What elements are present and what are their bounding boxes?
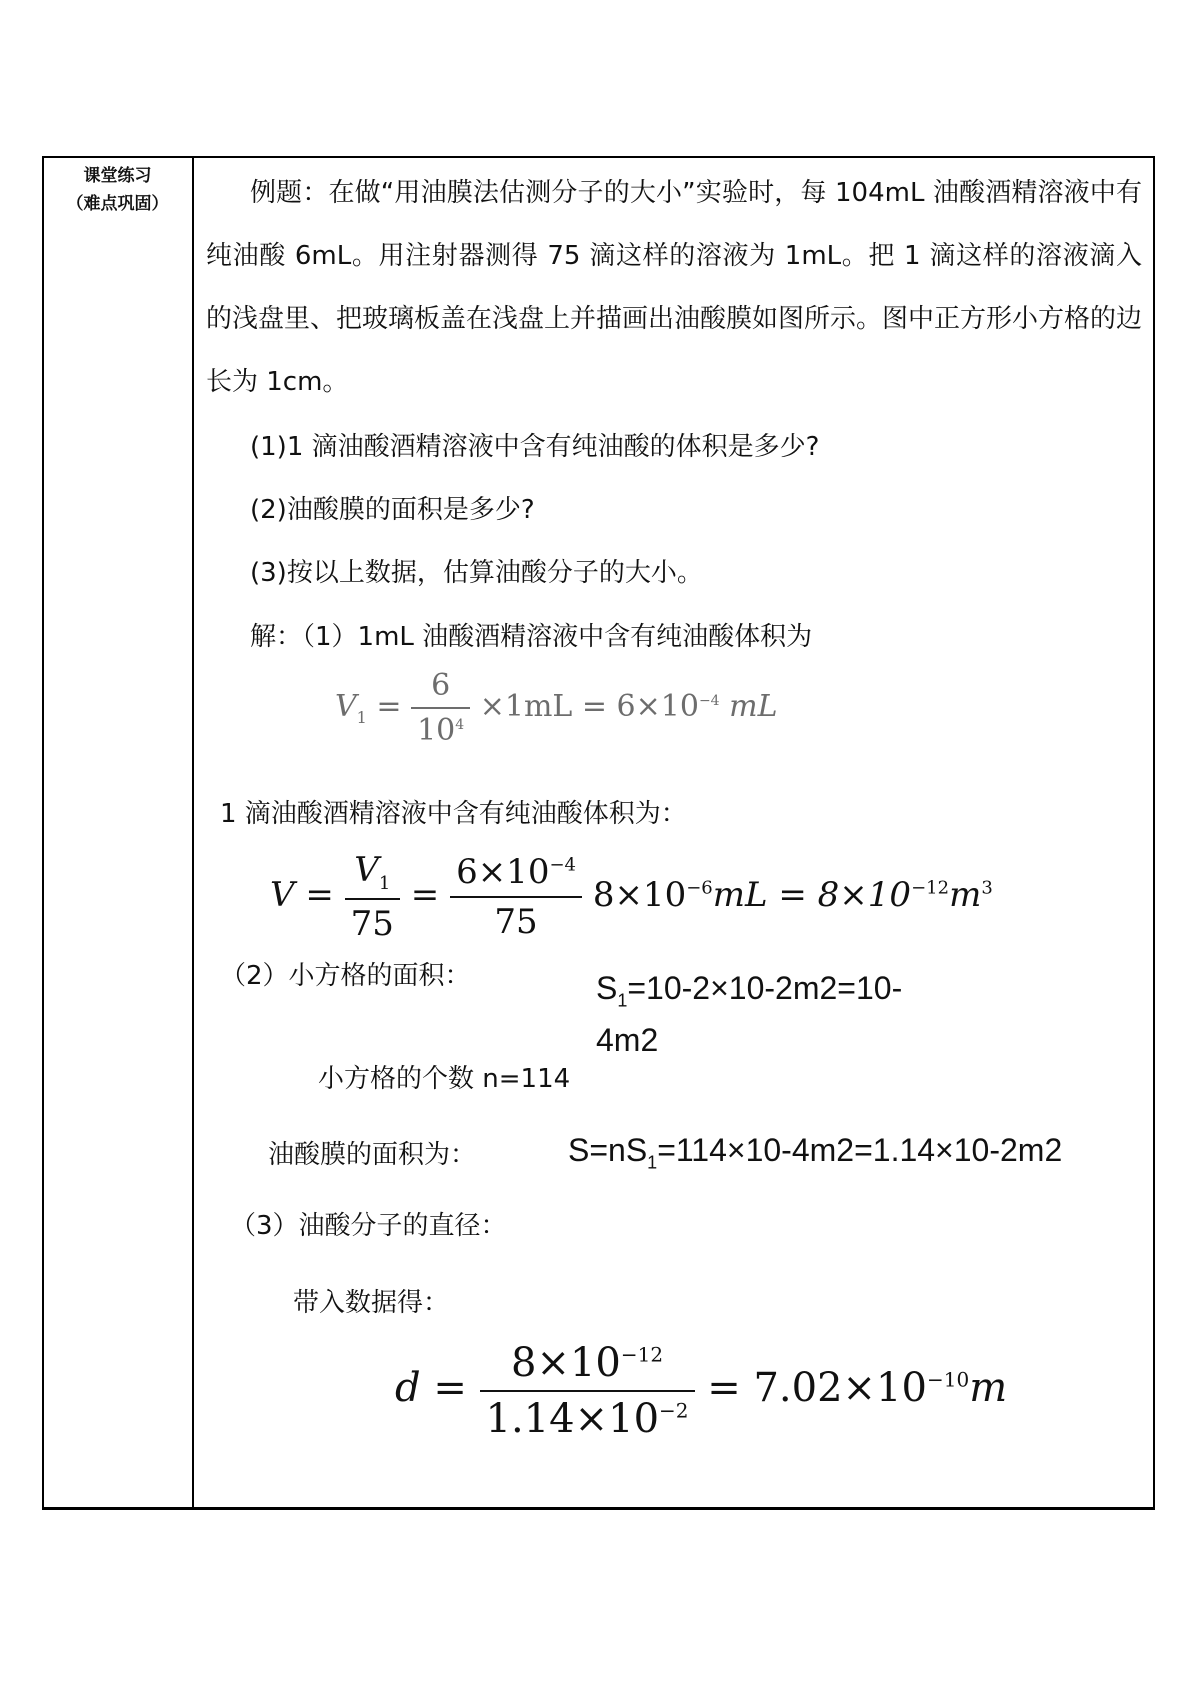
question-2: (2)油酸膜的面积是多少? (250, 495, 535, 525)
film-area-formula (568, 1132, 1062, 1173)
eq1-unit: mL (719, 689, 778, 724)
eq3-rhs: = 7.02×10 (707, 1365, 927, 1411)
eq1-lhs: V (335, 689, 357, 724)
square-area-line-2: 4m2 (596, 1022, 659, 1059)
solution-step-4: 油酸膜的面积为： (268, 1140, 477, 1170)
eq2-lhs: V = (270, 874, 334, 915)
eq1-lhs-sub: 1 (356, 708, 367, 727)
eq2-tail-2: mL = 8×10 (712, 874, 912, 915)
table-bottom-border (42, 1507, 1155, 1510)
solution-step-6: 带入数据得： (293, 1288, 450, 1318)
eq2-f2-numerator: 6×10 (456, 851, 550, 892)
solution-step-5: （3）油酸分子的直径： (230, 1211, 507, 1241)
table-right-border (1153, 156, 1155, 1510)
eq3-unit: m (969, 1365, 1008, 1411)
square-count: 小方格的个数 n=114 (318, 1064, 571, 1094)
question-1: (1)1 滴油酸酒精溶液中含有纯油酸的体积是多少? (250, 432, 820, 462)
eq1-numerator: 6 (431, 668, 451, 703)
square-area-sub: 1 (617, 990, 628, 1011)
film-area-b: =114×10-4m2=1.14×10-2m2 (657, 1132, 1063, 1168)
eq1-fraction (411, 668, 470, 748)
column-divider (192, 156, 194, 1510)
solution-step-2: 1 滴油酸酒精溶液中含有纯油酸体积为： (220, 799, 687, 829)
solution-step-1: 解：（1）1mL 油酸酒精溶液中含有纯油酸体积为 (250, 622, 813, 652)
problem-intro: 例题：在做“用油膜法估测分子的大小”实验时，每 104mL 油酸酒精溶液中有纯油酸 6mL。用注射器测得 75 滴这样的溶液为 1mL。把 1 滴这样的溶液滴入的浅盘里、把玻璃板盖在浅盘上并描画出油酸膜如图所示。图中正方形小方格的边长为 1cm。 (206, 178, 1143, 397)
equation-d (395, 1340, 1007, 1442)
eq2-f1-denominator: 75 (345, 898, 400, 944)
equation-v1: $V_1$ = $\frac{6}{10^4}$ $\times 1mL = 6\times 10^{-4}$ mL (335, 668, 778, 748)
section-label-title: 课堂练习 (83, 166, 152, 186)
film-area-a: S=nS (568, 1132, 648, 1168)
equation-v: V = $\frac{V_1}{75}$ = $\frac{6\times 10^{-4}}{75}$ $8\times 10^{-6}mL = 8\times 10^{-12}m^3$ (270, 850, 993, 944)
solution-step-3: （2）小方格的面积： (220, 961, 471, 991)
eq2-tail-1: 8×10 (592, 874, 687, 915)
eq3-fraction (480, 1340, 695, 1442)
eq3-rhs-exp: −10 (926, 1367, 970, 1392)
eq2-tail-3: m (949, 874, 982, 915)
eq2-fraction-2 (450, 852, 582, 942)
eq2-f1-numerator: V (354, 850, 379, 890)
eq2-f1-numerator-sub: 1 (378, 872, 391, 894)
eq3-denominator-exp: −2 (659, 1398, 689, 1423)
table-top-border (42, 156, 1155, 158)
eq2-f2-denominator: 75 (450, 896, 582, 942)
eq1-denominator-exp: 4 (455, 717, 465, 733)
eq1-denominator: 10 (417, 713, 456, 748)
eq2-f2-numerator-exp: −4 (549, 854, 576, 876)
eq2-tail-1-exp: −6 (686, 877, 713, 899)
table-left-border (42, 156, 44, 1510)
square-area-formula (596, 968, 902, 1060)
square-area-s: S (596, 970, 618, 1006)
eq2-tail-3-exp: 3 (981, 877, 993, 899)
eq1-rhs: ×1mL = 6×10 (479, 689, 699, 724)
eq2-fraction-1 (345, 850, 400, 944)
film-area-sub: 1 (647, 1152, 658, 1173)
square-area-line-1: =10-2×10-2m2=10- (627, 970, 903, 1006)
eq2-tail-2-exp: −12 (911, 877, 950, 899)
eq3-numerator: 8×10 (511, 1340, 621, 1386)
eq3-numerator-exp: −12 (620, 1342, 664, 1367)
eq3-lhs: d = (395, 1365, 467, 1411)
eq3-denominator: 1.14×10 (485, 1396, 660, 1442)
question-3: (3)按以上数据，估算油酸分子的大小。 (250, 558, 703, 588)
section-label-subtitle: （难点巩固） (66, 194, 169, 214)
eq1-rhs-exp: −4 (698, 693, 720, 709)
section-label (44, 158, 191, 218)
